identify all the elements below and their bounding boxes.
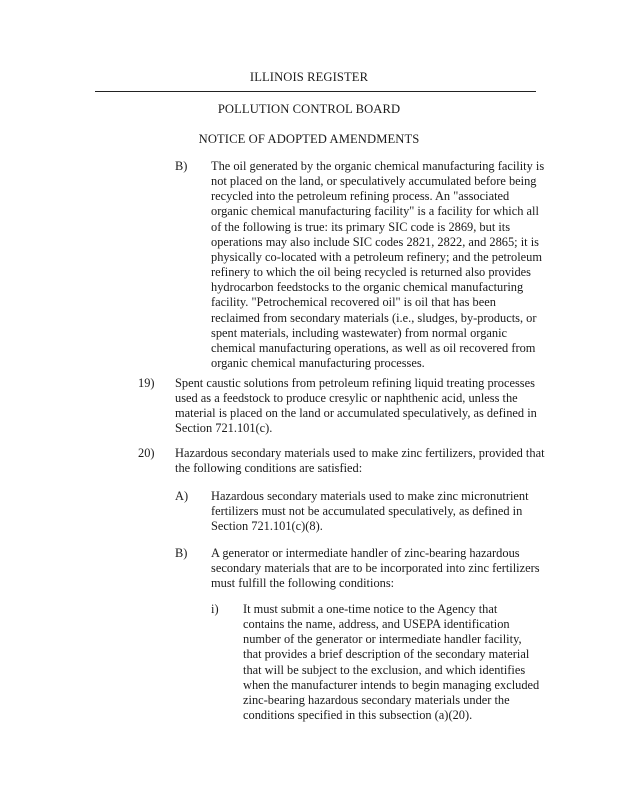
subsection-b-text: [211, 546, 540, 591]
text-line: of the following is true: its primary SIC code is 2869, but its: [211, 219, 511, 234]
header-register: ILLINOIS REGISTER: [249, 70, 369, 84]
text-line: Section 721.101(c).: [175, 421, 273, 436]
text-line: Spent caustic solutions from petroleum refining liquid treating processes: [175, 376, 535, 390]
text-line: fertilizers must not be accumulated speculatively, as defined in: [211, 504, 523, 519]
text-line: The oil generated by the organic chemical manufacturing facility is: [211, 159, 545, 173]
text-line: material is placed on the land or accumulated speculatively, as defined in: [175, 406, 537, 421]
text-line: hydrocarbon feedstocks to the organic chemical manufacturing: [211, 280, 524, 295]
header-notice: NOTICE OF ADOPTED AMENDMENTS: [198, 132, 420, 146]
text-line: the following conditions are satisfied:: [175, 461, 363, 476]
text-line: that provides a brief description of the secondary material: [243, 647, 530, 662]
text-line: A generator or intermediate handler of zinc-bearing hazardous: [211, 546, 520, 560]
text-line: physically co-located with a petroleum refinery; and the petroleum: [211, 249, 542, 264]
text-line: facility. "Petrochemical recovered oil" is oil that has been: [211, 295, 496, 310]
text-line: used as a feedstock to produce cresylic or naphthenic acid, unless the: [175, 391, 518, 406]
text-line: not placed on the land, or speculatively accumulated before being: [211, 174, 537, 189]
text-line: Hazardous secondary materials used to make zinc micronutrient: [211, 489, 529, 503]
text-line: number of the generator or intermediate handler facility,: [243, 632, 522, 647]
text-line: conditions specified in this subsection (a)(20).: [243, 708, 473, 723]
subsection-b-label: B): [175, 546, 188, 560]
text-line: that will be subject to the exclusion, and which identifies: [243, 662, 526, 677]
text-line: refinery to which the oil being recycled is returned also provides: [211, 265, 531, 280]
subsection-a-label: A): [175, 489, 189, 503]
text-line: organic chemical manufacturing facility" is a facility for which all: [211, 204, 539, 219]
text-line: Section 721.101(c)(8).: [211, 519, 323, 534]
text-line: contains the name, address, and USEPA identification: [243, 617, 510, 632]
section-b-upper-label: B): [175, 159, 188, 173]
text-line: recycled into the petroleum refining process. An "associated: [211, 189, 510, 204]
text-line: must fulfill the following conditions:: [211, 576, 395, 591]
text-line: when the manufacturer intends to begin managing excluded: [243, 677, 540, 692]
text-line: chemical manufacturing operations, as well as oil recovered from: [211, 340, 536, 355]
subsection-i-label: i): [211, 602, 219, 616]
subsection-a-text: [211, 489, 529, 534]
header-board: POLLUTION CONTROL BOARD: [217, 102, 401, 116]
text-line: secondary materials that are to be incorporated into zinc fertilizers: [211, 561, 540, 576]
subsection-i-text: [243, 602, 539, 723]
item-20-text: [175, 446, 545, 476]
section-b-upper-text: [211, 159, 544, 371]
text-line: Hazardous secondary materials used to make zinc fertilizers, provided that: [175, 446, 545, 460]
text-line: It must submit a one-time notice to the Agency that: [243, 602, 498, 616]
text-line: operations may also include SIC codes 2821, 2822, and 2865; it is: [211, 234, 539, 249]
item-19-text: [175, 376, 537, 437]
text-line: spent materials, including wastewater) from normal organic: [211, 325, 508, 340]
item-19-label: 19): [138, 376, 155, 390]
header-rule: [95, 91, 536, 92]
text-line: organic chemical manufacturing processes.: [211, 356, 425, 371]
text-line: reclaimed from secondary materials (i.e., sludges, by-products, or: [211, 310, 537, 325]
text-line: zinc-bearing hazardous secondary materials under the: [243, 692, 510, 707]
item-20-label: 20): [138, 446, 155, 460]
